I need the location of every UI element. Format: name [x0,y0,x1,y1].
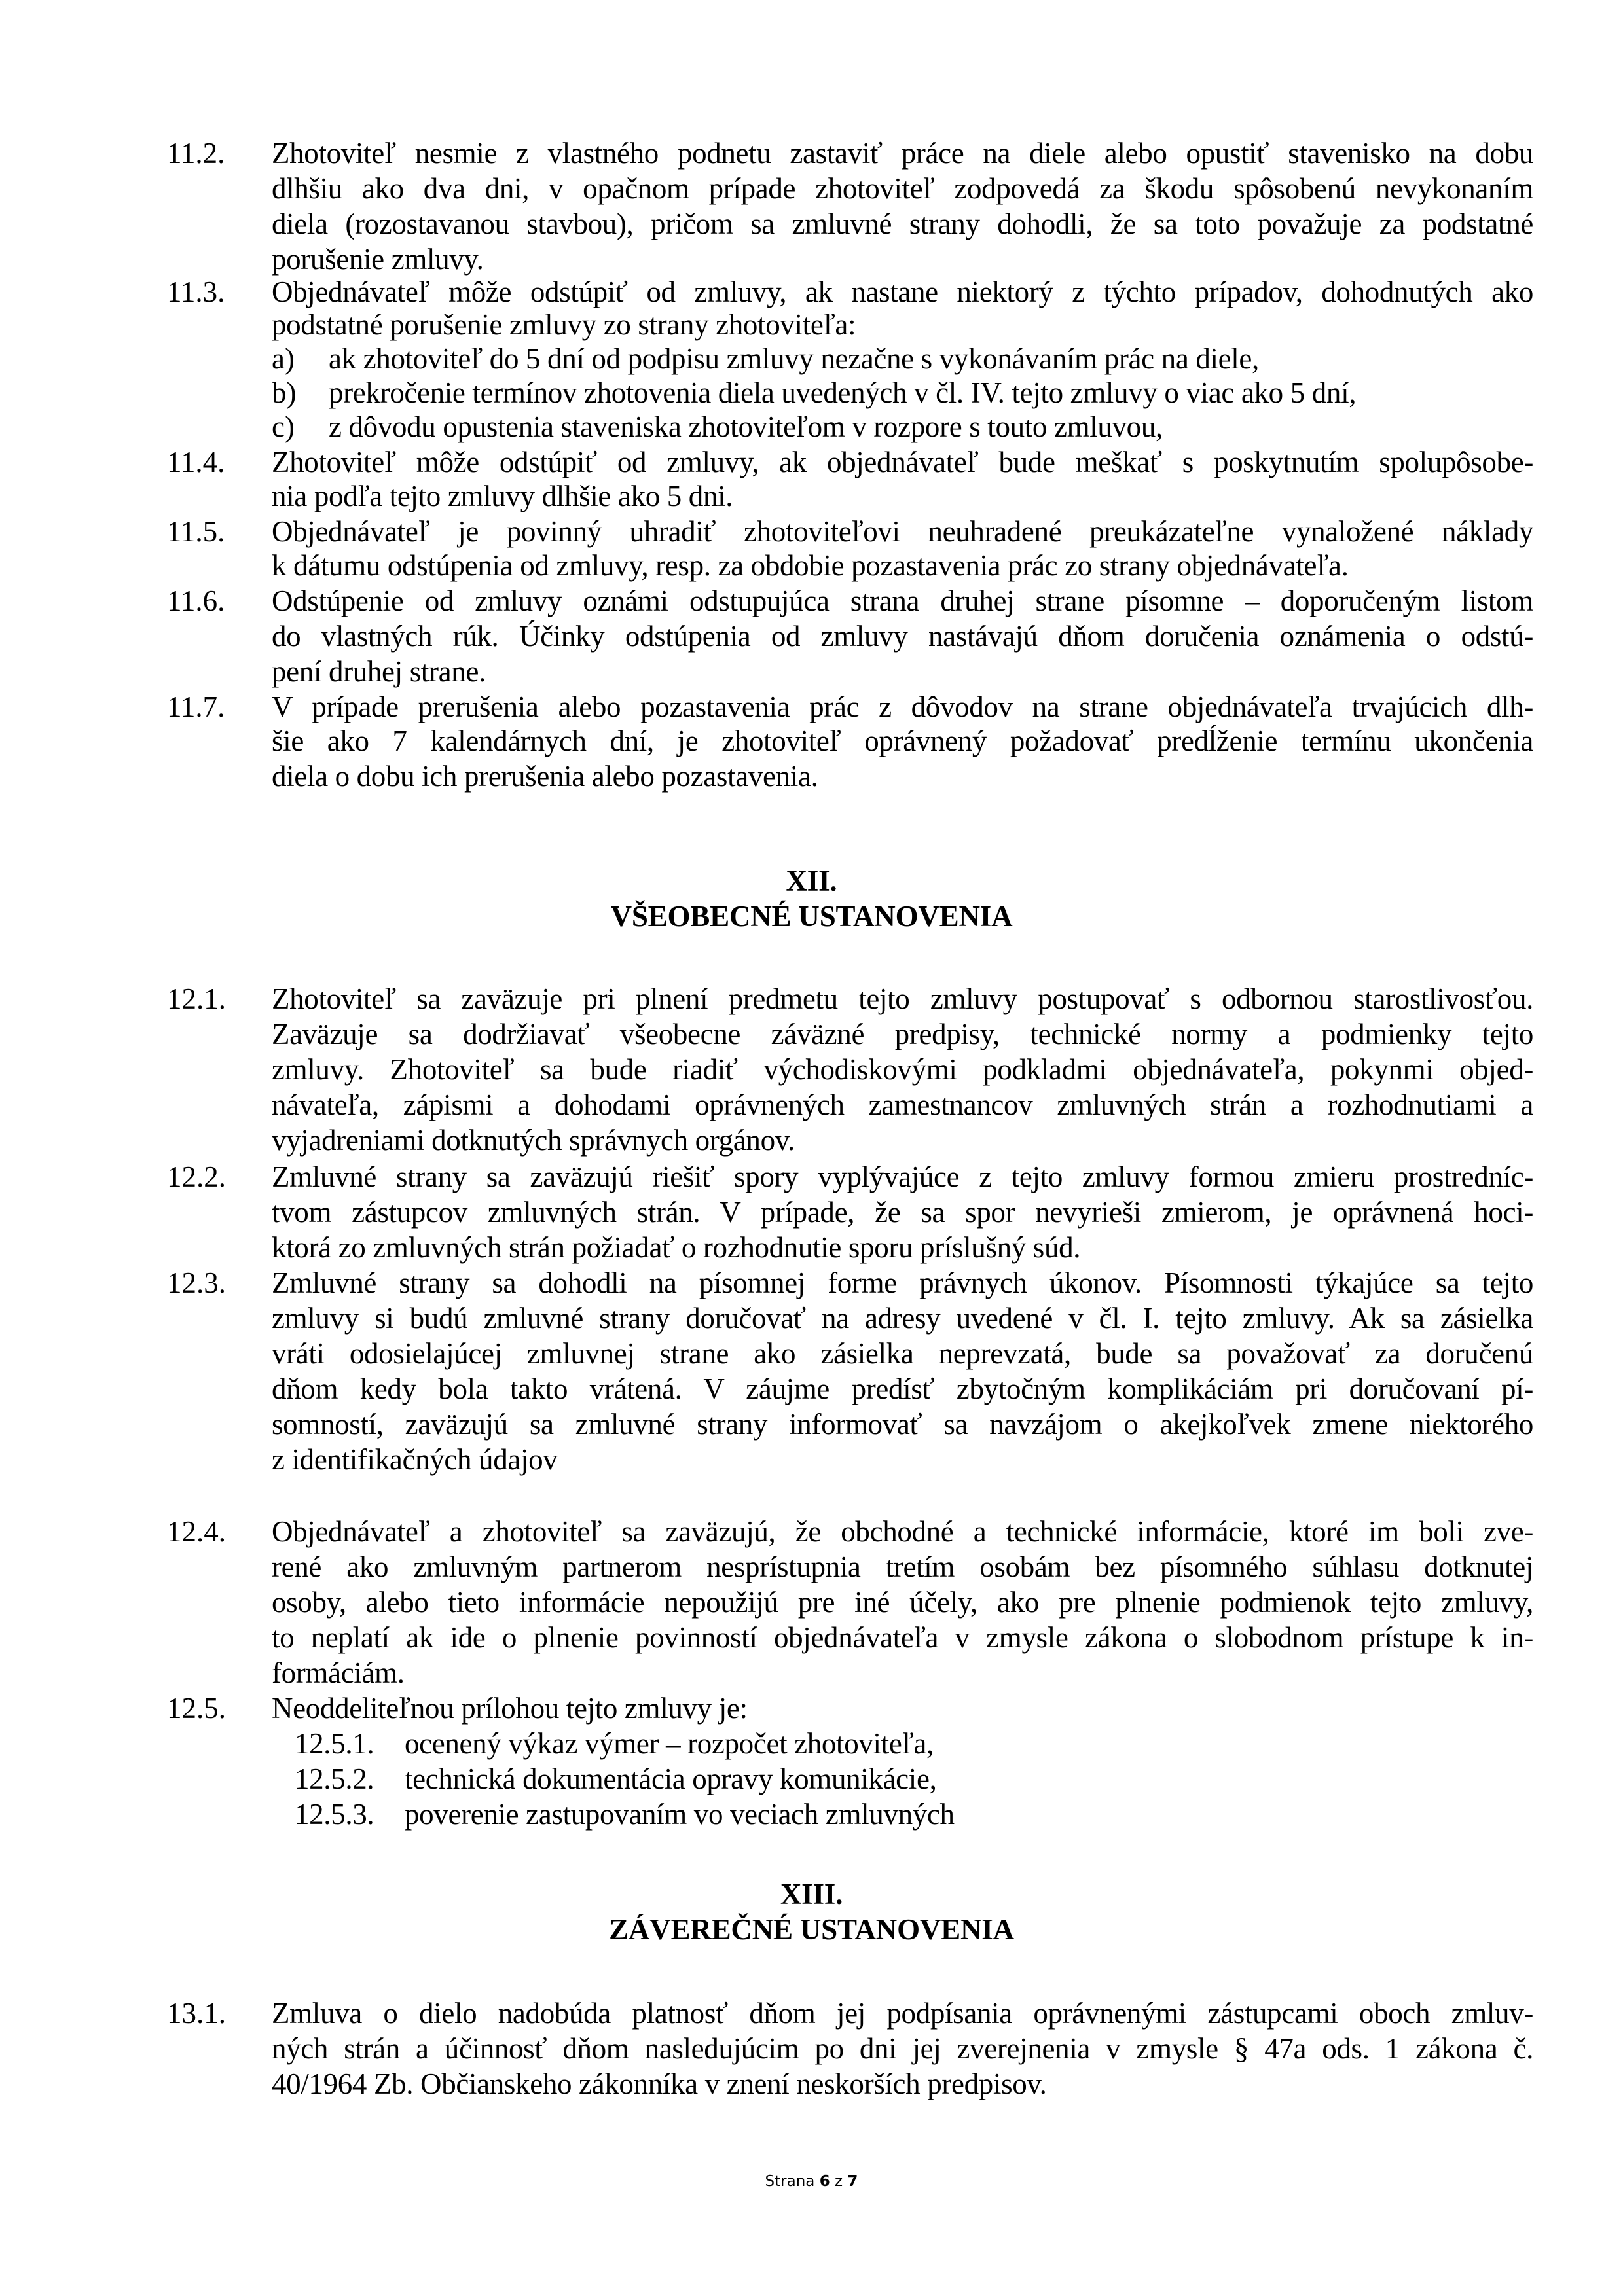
footer-separator: z [835,2173,843,2190]
clause-11-4-line-1: Zhotoviteľ môže odstúpiť od zmluvy, ak objednávateľ bude meškať s poskytnutím spolupôsobe- [272,446,1533,478]
annex-number: 12.5.2. [295,1763,374,1795]
clause-12-1-line-5: vyjadreniami dotknutých správnych orgánov. [272,1124,795,1157]
annex-text: technická dokumentácia opravy komunikácie, [405,1763,937,1795]
clause-11-6-line-1: Odstúpenie od zmluvy oznámi odstupujúca strana druhej strane písomne – doporučeným listom [272,584,1533,617]
clause-number-11-3: 11.3. [167,276,225,308]
annex-12-5-3 [295,1797,955,1831]
clause-12-4-line-2: rené ako zmluvným partnerom nesprístupnia tretím osobám bez písomného súhlasu dotknutej [272,1551,1533,1583]
clause-number-11-6: 11.6. [167,584,225,617]
clause-12-5-line-1: Neoddeliteľnou prílohou tejto zmluvy je: [272,1692,748,1725]
clause-number-13-1: 13.1. [167,1997,226,2030]
clause-11-3-line-2: podstatné porušenie zmluvy zo strany zhotoviteľa: [272,308,856,341]
clause-12-2-line-3: ktorá zo zmluvných strán požiadať o rozhodnutie sporu príslušný súd. [272,1231,1081,1264]
article-xii-title: VŠEOBECNÉ USTANOVENIA [610,900,1013,933]
clause-number-12-3: 12.3. [167,1266,226,1299]
clause-11-2-line-1: Zhotoviteľ nesmie z vlastného podnetu zastaviť práce na diele alebo opustiť stavenisko na dobu [272,137,1533,170]
clause-12-4-line-4: to neplatí ak ide o plnenie povinností objednávateľa v zmysle zákona o slobodnom prístupe k in- [272,1621,1533,1654]
clause-12-1-line-3: zmluvy. Zhotoviteľ sa bude riadiť východiskovými podkladmi objednávateľa, pokynmi objed- [272,1053,1533,1086]
article-xiii-numeral: XIII. [780,1878,843,1910]
total-pages-number: 7 [847,2173,858,2190]
article-xiii-title: ZÁVEREČNÉ USTANOVENIA [609,1913,1014,1946]
clause-number-12-1: 12.1. [167,982,226,1015]
clause-13-1-line-1: Zmluva o dielo nadobúda platnosť dňom jej podpísania oprávnenými zástupcami oboch zmluv- [272,1997,1533,2030]
clause-11-3-item-c: z dôvodu opustenia staveniska zhotoviteľom v rozpore s touto zmluvou, [329,410,1163,443]
clause-number-12-4: 12.4. [167,1515,226,1548]
clause-11-2-line-3: diela (rozostavanou stavbou), pričom sa zmluvné strany dohodli, že sa toto považuje za podstatné [272,207,1533,240]
clause-11-3-line-1: Objednávateľ môže odstúpiť od zmluvy, ak nastane niektorý z týchto prípadov, dohodnutých ako [272,276,1533,308]
clause-number-11-2: 11.2. [167,137,225,170]
clause-11-7-line-3: diela o dobu ich prerušenia alebo pozastavenia. [272,760,818,793]
clause-number-12-2: 12.2. [167,1160,226,1193]
annex-12-5-1 [295,1727,934,1761]
clause-11-3-item-a-letter: a) [272,342,295,375]
article-xii-numeral: XII. [786,865,837,897]
clause-11-6-line-2: do vlastných rúk. Účinky odstúpenia od zmluvy nastávajú dňom doručenia oznámenia o odstú- [272,620,1533,653]
clause-12-3-line-6: z identifikačných údajov [272,1443,558,1476]
clause-12-4-line-5: formáciám. [272,1657,405,1689]
clause-12-2-line-1: Zmluvné strany sa zaväzujú riešiť spory vyplývajúce z tejto zmluvy formou zmieru prostredníc- [272,1160,1533,1193]
clause-12-1-line-4: návateľa, zápismi a dohodami oprávnených zamestnancov zmluvných strán a rozhodnutiami a [272,1088,1533,1121]
clause-13-1-line-2: ných strán a účinnosť dňom nasledujúcim po dni jej zverejnenia v zmysle § 47a ods. 1 zákona č. [272,2032,1533,2065]
clause-11-3-item-a: ak zhotoviteľ do 5 dní od podpisu zmluvy nezačne s vykonávaním prác na diele, [329,342,1259,375]
clause-11-3-item-b-letter: b) [272,376,297,409]
footer-label: Strana [765,2173,815,2190]
page-footer [0,2172,1623,2191]
clause-11-2-line-4: porušenie zmluvy. [272,243,484,276]
clause-number-11-7: 11.7. [167,691,225,723]
clause-12-2-line-2: tvom zástupcov zmluvných strán. V prípade, že sa spor nevyrieši zmierom, je oprávnená hoci- [272,1196,1533,1229]
annex-text: poverenie zastupovaním vo veciach zmluvných [405,1798,955,1831]
clause-number-12-5: 12.5. [167,1692,226,1725]
clause-number-11-5: 11.5. [167,515,225,548]
clause-11-7-line-2: šie ako 7 kalendárnych dní, je zhotoviteľ oprávnený požadovať predĺženie termínu ukončenia [272,725,1533,757]
annex-number: 12.5.3. [295,1798,374,1831]
clause-12-1-line-1: Zhotoviteľ sa zaväzuje pri plnení predmetu tejto zmluvy postupovať s odbornou starostlivosťou. [272,982,1533,1015]
clause-11-2-line-2: dlhšiu ako dva dni, v opačnom prípade zhotoviteľ zodpovedá za škodu spôsobenú nevykonaním [272,172,1533,205]
clause-12-3-line-5: somností, zaväzujú sa zmluvné strany informovať sa navzájom o akejkoľvek zmene niektorého [272,1408,1533,1441]
clause-12-1-line-2: Zaväzuje sa dodržiavať všeobecne záväzné predpisy, technické normy a podmienky tejto [272,1018,1533,1050]
current-page-number: 6 [819,2173,830,2190]
clause-12-3-line-1: Zmluvné strany sa dohodli na písomnej forme právnych úkonov. Písomnosti týkajúce sa tejto [272,1266,1533,1299]
annex-text: ocenený výkaz výmer – rozpočet zhotoviteľa, [405,1727,934,1760]
clause-11-4-line-2: nia podľa tejto zmluvy dlhšie ako 5 dni. [272,480,733,512]
clause-12-3-line-2: zmluvy si budú zmluvné strany doručovať na adresy uvedené v čl. I. tejto zmluvy. Ak sa zásielka [272,1302,1533,1335]
clause-11-5-line-1: Objednávateľ je povinný uhradiť zhotoviteľovi neuhradené preukázateľne vynaložené náklady [272,515,1533,548]
clause-12-3-line-4: dňom kedy bola takto vrátená. V záujme predísť zbytočným komplikáciám pri doručovaní pí- [272,1372,1533,1405]
clause-11-3-item-b: prekročenie termínov zhotovenia diela uvedených v čl. IV. tejto zmluvy o viac ako 5 dní, [329,376,1357,409]
clause-11-3-item-c-letter: c) [272,410,295,443]
annex-12-5-2 [295,1762,936,1796]
clause-13-1-line-3: 40/1964 Zb. Občianskeho zákonníka v znení neskorších predpisov. [272,2068,1047,2100]
clause-12-4-line-3: osoby, alebo tieto informácie nepoužijú pre iné účely, ako pre plnenie podmienok tejto zmluvy, [272,1586,1533,1619]
clause-11-5-line-2: k dátumu odstúpenia od zmluvy, resp. za obdobie pozastavenia prác zo strany objednávateľa. [272,549,1349,582]
annex-number: 12.5.1. [295,1727,374,1760]
clause-12-3-line-3: vráti odosielajúcej zmluvnej strane ako zásielka neprevzatá, bude sa považovať za doručenú [272,1337,1533,1370]
clause-12-4-line-1: Objednávateľ a zhotoviteľ sa zaväzujú, že obchodné a technické informácie, ktoré im boli zve- [272,1515,1533,1548]
clause-11-6-line-3: pení druhej strane. [272,655,486,688]
clause-11-7-line-1: V prípade prerušenia alebo pozastavenia prác z dôvodov na strane objednávateľa trvajúcich dlh- [272,691,1533,723]
clause-number-11-4: 11.4. [167,446,225,478]
